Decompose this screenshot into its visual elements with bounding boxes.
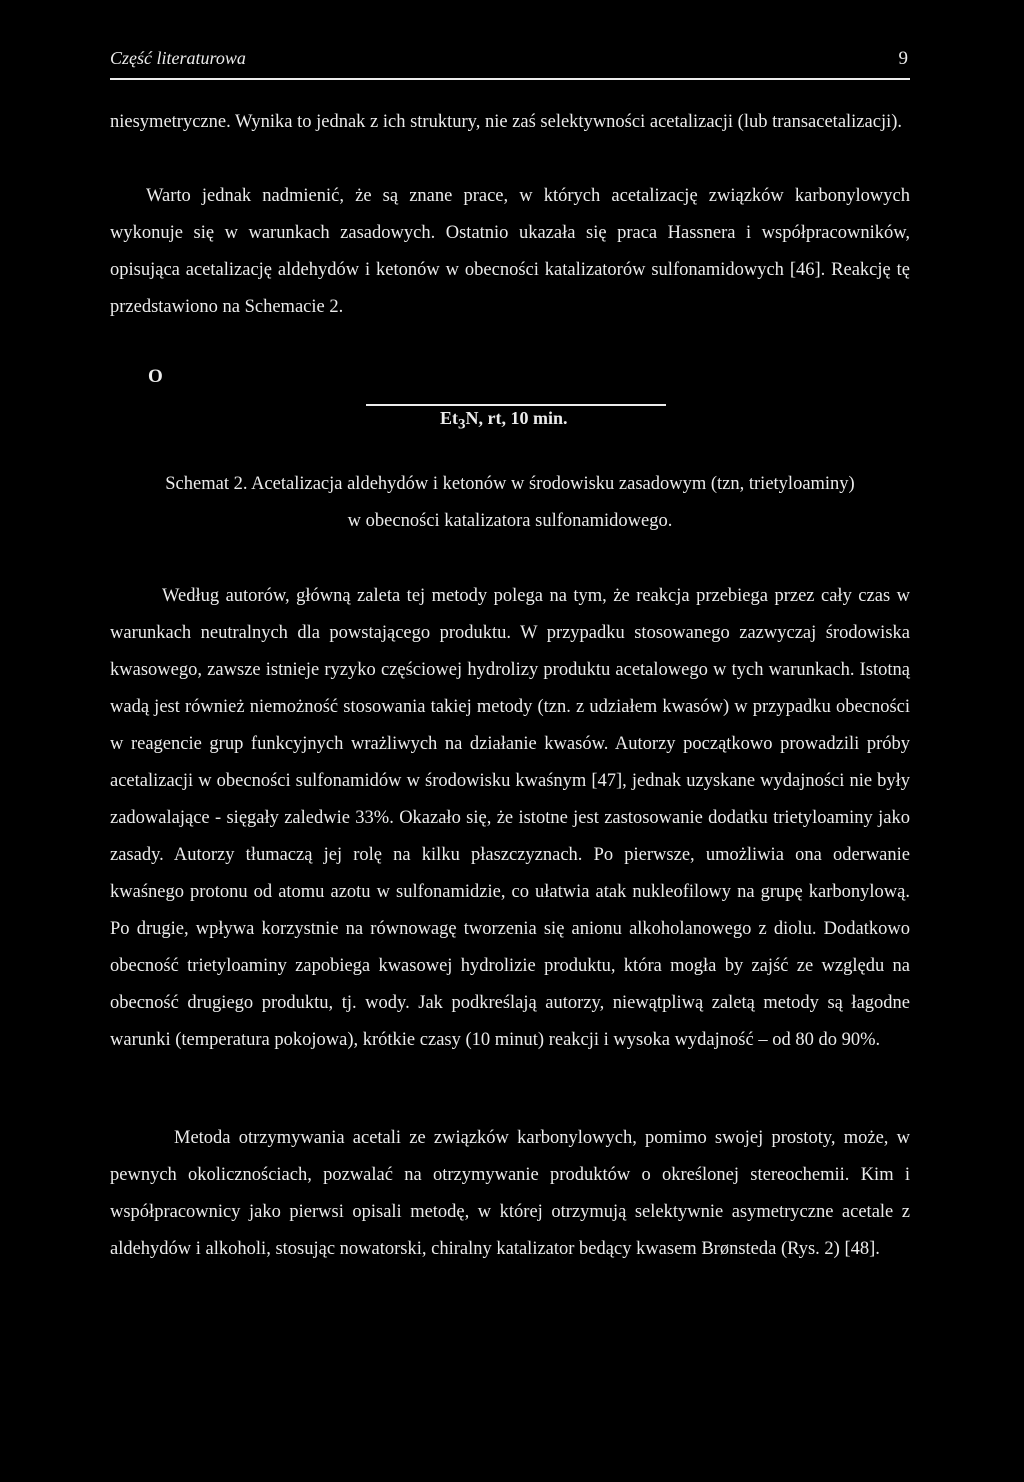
conditions-rest: N, rt, 10 min. <box>465 408 568 428</box>
scheme-caption <box>110 466 910 540</box>
conditions-et: Et <box>440 408 458 428</box>
running-title: Część literaturowa <box>110 48 246 68</box>
conditions-subscript: 3 <box>458 416 466 433</box>
page-number: 9 <box>898 48 908 69</box>
reaction-conditions <box>440 408 568 434</box>
paragraph-4: Metoda otrzymywania acetali ze związków karbonylowych, pomimo swojej prostoty, może, w pewnych okolicznościach, pozwalać na otrzymywanie produktów o określonej stereochemii. Kim i współpracownicy jako pierwsi opisali metodę, w której otrzymują selektywnie asymetryczne acetale z aldehydów i alkoholi, stosując nowatorski, chiralny katalizator bedący kwasem Brønsteda (Rys. 2) [48]. <box>110 1128 910 1259</box>
paragraph-3: Według autorów, główną zaleta tej metody polega na tym, że reakcja przebiega przez cały czas w warunkach neutralnych dla powstającego produktu. W przypadku stosowanego zazwyczaj środowiska kwasowego, zawsze istnieje ryzyko częściowej hydrolizy produktu acetalowego w tych warunkach. Istotną wadą jest również niemożność stosowania takiej metody (tzn. z udziałem kwasów) w przypadku obecności w reagencie grup funkcyjnych wrażliwych na działanie kwasów. Autorzy początkowo prowadzili próby acetalizacji w obecności sulfonamidów w środowisku kwaśnym [47], jednak uzyskane wydajności nie były zadowalające - sięgały zaledwie 33%. Okazało się, że istotne jest zastosowanie dodatku trietyloaminy jako zasady. Autorzy tłumaczą jej rolę na kilku płaszczyznach. Po pierwsze, umożliwia ona oderwanie kwaśnego protonu od atomu azotu w sulfonamidzie, co ułatwia atak nukleofilowy na grupę karbonylową. Po drugie, wpływa korzystnie na równowagę tworzenia się anionu alkoholanowego z diolu. Dodatkowo obecność trietyloaminy zapobiega kwasowej hydrolizie produktu, która mogła by zajść ze względu na obecność drugiego produktu, tj. wody. Jak podkreślają autorzy, niewątpliwą zaletą metody są łagodne warunki (temperatura pokojowa), krótkie czasy (10 minut) reakcji i wysoka wydajność – od 80 do 90%. <box>110 586 910 1050</box>
reaction-arrow <box>366 404 666 406</box>
paragraph-1: niesymetryczne. Wynika to jednak z ich struktury, nie zaś selektywności acetalizacji (lub transacetalizacji). <box>110 112 903 132</box>
paragraph-2: Warto jednak nadmienić, że są znane prace, w których acetalizację związków karbonylowych wykonuje się w warunkach zasadowych. Ostatnio ukazała się praca Hassnera i współpracowników, opisująca acetalizację aldehydów i ketonów w obecności katalizatorów sulfonamidowych [46]. Reakcję tę przedstawiono na Schemacie 2. <box>110 186 910 317</box>
caption-line-2: w obecności katalizatora sulfonamidowego. <box>347 511 673 531</box>
caption-line-1: Schemat 2. Acetalizacja aldehydów i ketonów w środowisku zasadowym (tzn, trietyloaminy) <box>165 474 855 494</box>
page-header <box>110 48 910 72</box>
carbonyl-oxygen-label: O <box>148 366 163 387</box>
header-rule <box>110 78 910 80</box>
